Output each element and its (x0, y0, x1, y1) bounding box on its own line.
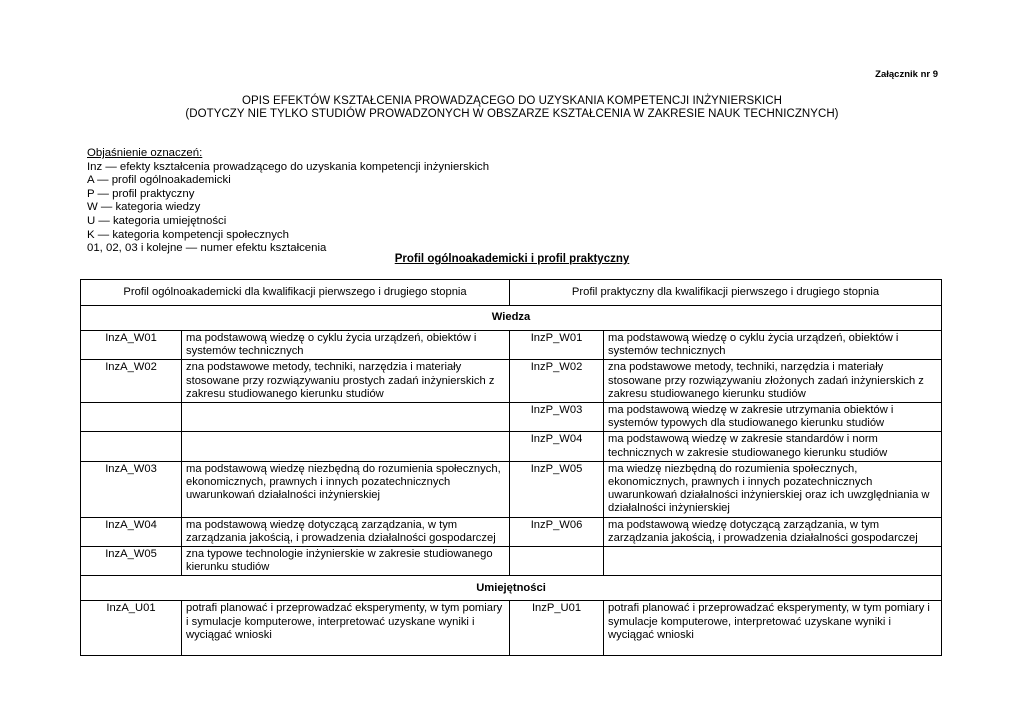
practical-description: ma podstawową wiedzę dotyczącą zarządzania, w tym zarządzania jakością, i prowadzenia działalności gospodarczej (604, 517, 942, 546)
attachment-label: Załącznik nr 9 (875, 69, 938, 80)
academic-description: ma podstawową wiedzę o cyklu życia urządzeń, obiektów i systemów technicznych (182, 331, 510, 360)
practical-code: InzP_W06 (510, 517, 604, 546)
category-row (81, 576, 942, 601)
table-row (81, 331, 942, 360)
header-academic-profile: Profil ogólnoakademicki dla kwalifikacji pierwszego i drugiego stopnia (81, 280, 510, 306)
academic-description: ma podstawową wiedzę dotyczącą zarządzania, w tym zarządzania jakością, i prowadzenia działalności gospodarczej (182, 517, 510, 546)
table-row (81, 517, 942, 546)
table-row (81, 360, 942, 403)
table-row (81, 403, 942, 432)
practical-description (604, 547, 942, 576)
document-title-line1: OPIS EFEKTÓW KSZTAŁCENIA PROWADZĄCEGO DO UZYSKANIA KOMPETENCJI INŻYNIERSKICH (242, 95, 782, 107)
academic-code: InzA_U01 (81, 601, 182, 656)
academic-description (182, 432, 510, 461)
legend-item: U — kategoria umiejętności (87, 214, 227, 227)
academic-description (182, 403, 510, 432)
category-row (81, 306, 942, 331)
practical-description: ma wiedzę niezbędną do rozumienia społecznych, ekonomicznych, prawnych i innych pozatechnicznych uwarunkowań działalności inżynierskiej oraz ich uwzględniania w działalności inżynierskiej (604, 461, 942, 517)
academic-code: InzA_W02 (81, 360, 182, 403)
legend-item: P — profil praktyczny (87, 187, 195, 200)
practical-code: InzP_U01 (510, 601, 604, 656)
document-title-line2: (DOTYCZY NIE TYLKO STUDIÓW PROWADZONYCH W OBSZARZE KSZTAŁCENIA W ZAKRESIE NAUK TECHNICZNYCH) (185, 108, 839, 120)
academic-description: potrafi planować i przeprowadzać eksperymenty, w tym pomiary i symulacje komputerowe, interpretować uzyskane wyniki i wyciągać wnioski (182, 601, 510, 656)
legend-item: W — kategoria wiedzy (87, 201, 201, 214)
legend-item: 01, 02, 03 i kolejne — numer efektu kształcenia (87, 242, 327, 255)
academic-code: InzA_W04 (81, 517, 182, 546)
legend-heading: Objaśnienie oznaczeń: (87, 147, 203, 159)
academic-code (81, 403, 182, 432)
academic-description: ma podstawową wiedzę niezbędną do rozumienia społecznych, ekonomicznych, prawnych i innych pozatechnicznych uwarunkowań działalności inżynierskiej (182, 461, 510, 517)
practical-description: ma podstawową wiedzę w zakresie utrzymania obiektów i systemów typowych dla studiowanego kierunku studiów (604, 403, 942, 432)
academic-code: InzA_W05 (81, 547, 182, 576)
table-row (81, 432, 942, 461)
practical-code: InzP_W05 (510, 461, 604, 517)
practical-description: ma podstawową wiedzę o cyklu życia urządzeń, obiektów i systemów technicznych (604, 331, 942, 360)
academic-description: zna podstawowe metody, techniki, narzędzia i materiały stosowane przy rozwiązywaniu prostych zadań inżynierskich z zakresu studiowanego kierunku studiów (182, 360, 510, 403)
practical-description: potrafi planować i przeprowadzać eksperymenty, w tym pomiary i symulacje komputerowe, interpretować uzyskane wyniki i wyciągać wnioski (604, 601, 942, 656)
learning-outcomes-table (80, 279, 942, 656)
header-practical-profile: Profil praktyczny dla kwalifikacji pierwszego i drugiego stopnia (510, 280, 942, 306)
academic-code (81, 432, 182, 461)
academic-description: zna typowe technologie inżynierskie w zakresie studiowanego kierunku studiów (182, 547, 510, 576)
practical-description: zna podstawowe metody, techniki, narzędzia i materiały stosowane przy rozwiązywaniu złożonych zadań inżynierskich z zakresu studiowanego kierunku studiów (604, 360, 942, 403)
practical-description: ma podstawową wiedzę w zakresie standardów i norm technicznych w zakresie studiowanego kierunku studiów (604, 432, 942, 461)
practical-code: InzP_W02 (510, 360, 604, 403)
legend (87, 147, 489, 256)
category-knowledge: Wiedza (81, 306, 942, 331)
legend-item: A — profil ogólnoakademicki (87, 174, 231, 187)
practical-code (510, 547, 604, 576)
section-title: Profil ogólnoakademicki i profil praktyczny (394, 253, 630, 265)
academic-code: InzA_W01 (81, 331, 182, 360)
practical-code: InzP_W03 (510, 403, 604, 432)
category-skills: Umiejętności (81, 576, 942, 601)
table-row (81, 547, 942, 576)
legend-item: Inz — efekty kształcenia prowadzącego do uzyskania kompetencji inżynierskich (87, 160, 490, 173)
table-row (81, 601, 942, 656)
legend-item: K — kategoria kompetencji społecznych (87, 228, 289, 241)
table-row (81, 461, 942, 517)
practical-code: InzP_W01 (510, 331, 604, 360)
practical-code: InzP_W04 (510, 432, 604, 461)
academic-code: InzA_W03 (81, 461, 182, 517)
table-header-row (81, 280, 942, 306)
